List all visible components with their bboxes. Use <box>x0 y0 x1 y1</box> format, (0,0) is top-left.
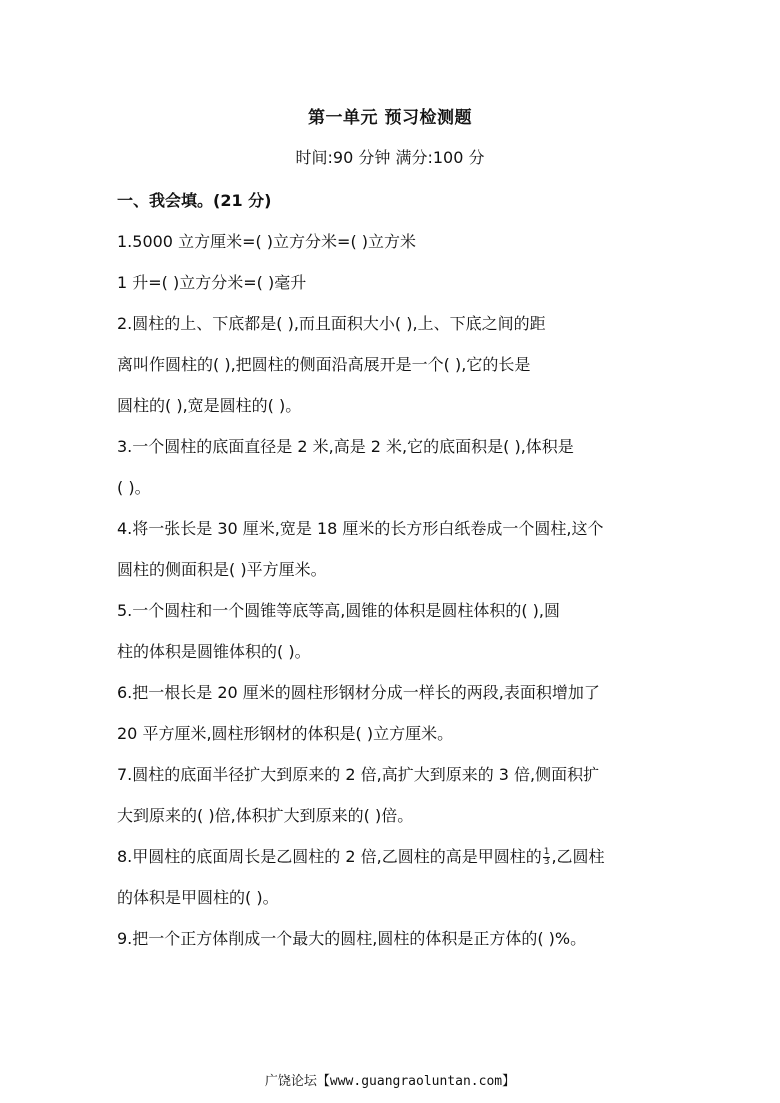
page-title: 第一单元 预习检测题 <box>308 108 472 128</box>
exam-info: 时间:90 分钟 满分:100 分 <box>295 148 485 167</box>
question-line: 圆柱的侧面积是( )平方厘米。 <box>117 560 327 579</box>
question-line: ( )。 <box>117 478 151 497</box>
question-line: 9.把一个正方体削成一个最大的圆柱,圆柱的体积是正方体的( )%。 <box>117 929 587 948</box>
footer-site-url: 【www.guangraoluntan.com】 <box>316 1074 516 1089</box>
footer-site-name: 广饶论坛 <box>264 1074 317 1089</box>
question-line: 1.5000 立方厘米=( )立方分米=( )立方米 <box>117 232 417 251</box>
section-heading: 一、我会填。(21 分) <box>117 191 272 210</box>
question-line: 2.圆柱的上、下底都是( ),而且面积大小( ),上、下底之间的距 <box>117 314 546 333</box>
question-line: 柱的体积是圆锥体积的( )。 <box>117 642 311 661</box>
question-line: 的体积是甲圆柱的( )。 <box>117 888 279 907</box>
question-line: 离叫作圆柱的( ),把圆柱的侧面沿高展开是一个( ),它的长是 <box>117 355 531 374</box>
question-line: 大到原来的( )倍,体积扩大到原来的( )倍。 <box>117 806 414 825</box>
question-8-text-end: ,乙圆柱 <box>551 847 605 866</box>
question-8-text-start: 8.甲圆柱的底面周长是乙圆柱的 2 倍,乙圆柱的高是甲圆柱的 <box>117 847 542 866</box>
question-line: 1 升=( )立方分米=( )毫升 <box>117 273 307 292</box>
question-line: 5.一个圆柱和一个圆锥等底等高,圆锥的体积是圆柱体积的( ),圆 <box>117 601 561 620</box>
question-line: 圆柱的( ),宽是圆柱的( )。 <box>117 396 302 415</box>
question-line: 4.将一张长是 30 厘米,宽是 18 厘米的长方形白纸卷成一个圆柱,这个 <box>117 519 604 538</box>
question-line: 3.一个圆柱的底面直径是 2 米,高是 2 米,它的底面积是( ),体积是 <box>117 437 574 456</box>
fraction-numerator: 1 <box>543 847 550 857</box>
question-8-line <box>117 844 605 867</box>
question-line: 20 平方厘米,圆柱形钢材的体积是( )立方厘米。 <box>117 724 454 743</box>
page-footer <box>0 1070 780 1089</box>
question-line: 6.把一根长是 20 厘米的圆柱形钢材分成一样长的两段,表面积增加了 <box>117 683 600 702</box>
question-line: 7.圆柱的底面半径扩大到原来的 2 倍,高扩大到原来的 3 倍,侧面积扩 <box>117 765 600 784</box>
fraction-denominator: 3 <box>543 857 550 867</box>
fraction-one-third <box>543 848 551 867</box>
